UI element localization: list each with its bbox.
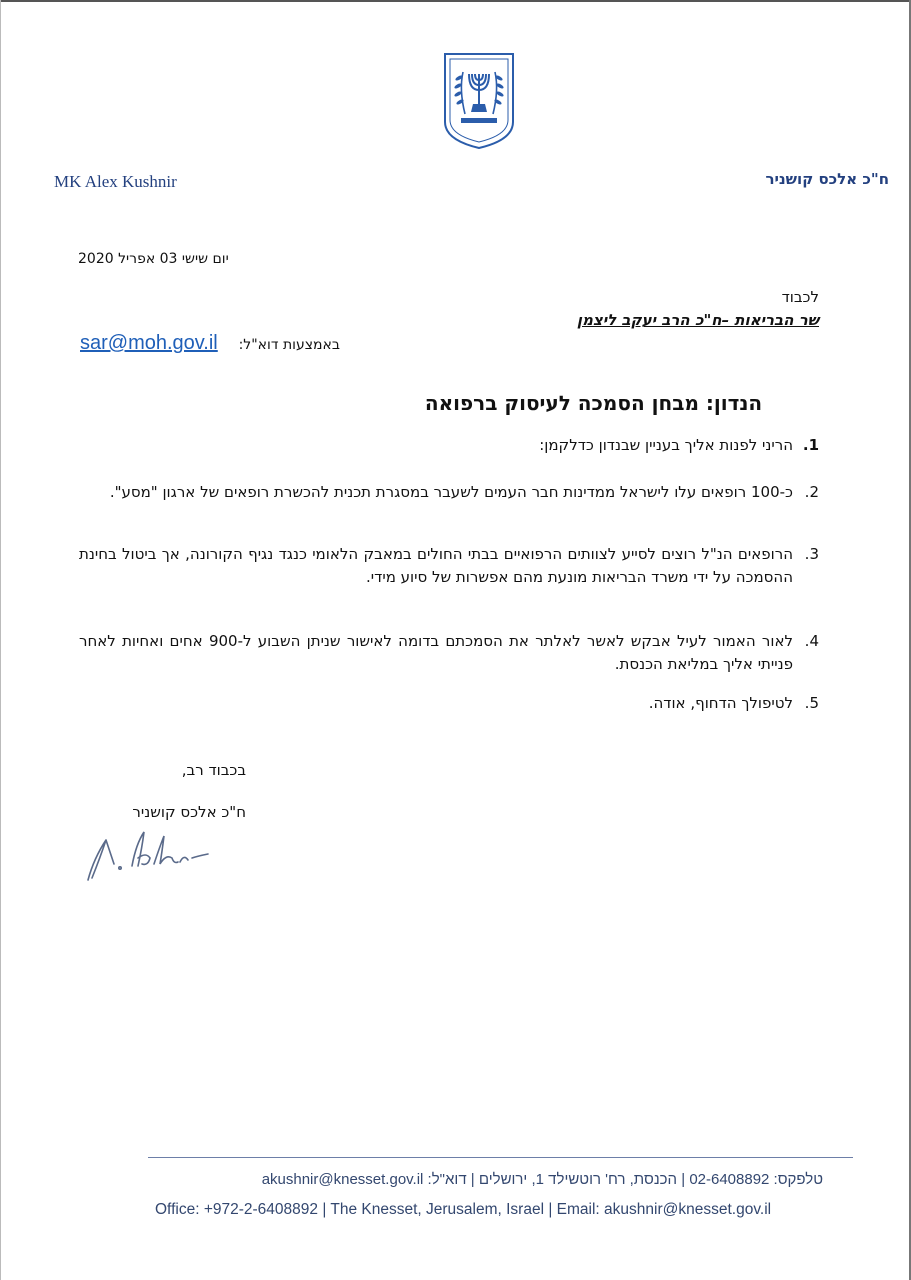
mk-name-hebrew: ח"כ אלכס קושניר	[765, 170, 889, 188]
knesset-emblem-icon	[441, 52, 517, 150]
list-item-number: 2.	[804, 483, 819, 501]
list-item	[79, 692, 819, 715]
list-item-number: 3.	[804, 545, 819, 563]
list-item	[79, 630, 819, 676]
recipient-salutation: לכבוד	[781, 288, 819, 306]
recipient-name: שר הבריאות –ח"כ הרב יעקב ליצמן	[576, 311, 819, 329]
list-item-text: הרופאים הנ"ל רוצים לסייע לצוותים הרפואיים בבתי החולים במאבק הלאומי כנגד נגיף הקורונה, אך ביטול בחינת ההסמכה על ידי משרד הבריאות מונעת מהם אפשרות של סיוע מידי.	[79, 545, 793, 586]
footer-contact-english: Office: +972-2-6408892 | The Knesset, Jerusalem, Israel | Email: akushnir@knesset.gov.il	[155, 1201, 772, 1218]
list-item	[79, 434, 819, 457]
letter-date: יום שישי 03 אפריל 2020	[78, 251, 229, 267]
closing-greeting: בכבוד רב,	[181, 761, 246, 779]
letter-subject	[0, 391, 911, 415]
list-item-text: לאור האמור לעיל אבקש לאשר לאלתר את הסמכתם בדומה לאישור שניתן השבוע ל-900 אחים ואחיות לאחר פנייתי אליך במליאת הכנסת.	[79, 632, 793, 673]
page-border-top	[0, 0, 911, 2]
footer-contact-hebrew: טלפקס: 02-6408892 | הכנסת, רח' רוטשילד 1, ירושלים | דוא"ל: akushnir@knesset.gov.il	[261, 1171, 823, 1188]
list-item-text: הריני לפנות אליך בעניין שבנדון כדלקמן:	[539, 436, 793, 454]
list-item-number: 1.	[802, 436, 819, 454]
footer-divider	[148, 1157, 853, 1158]
letter-subject-text: הנדון: מבחן הסמכה לעיסוק ברפואה	[424, 391, 763, 415]
list-item-text: לטיפולך הדחוף, אודה.	[648, 694, 793, 712]
list-item	[79, 481, 819, 504]
delivery-label: באמצעות דוא"ל:	[238, 337, 340, 353]
recipient-email-link[interactable]: sar@moh.gov.il	[80, 332, 218, 354]
list-item-number: 4.	[804, 632, 819, 650]
list-item-text: כ-100 רופאים עלו לישראל ממדינות חבר העמים לשעבר במסגרת תכנית להכשרת רופאים של ארגון "מסע".	[109, 483, 793, 501]
delivery-via-email	[80, 332, 340, 356]
page-border-left	[0, 0, 1, 1280]
signer-name: ח"כ אלכס קושניר	[132, 803, 246, 821]
list-item-number: 5.	[804, 694, 819, 712]
list-item	[79, 543, 819, 589]
handwritten-signature	[80, 818, 220, 886]
mk-name-english: MK Alex Kushnir	[54, 172, 177, 191]
